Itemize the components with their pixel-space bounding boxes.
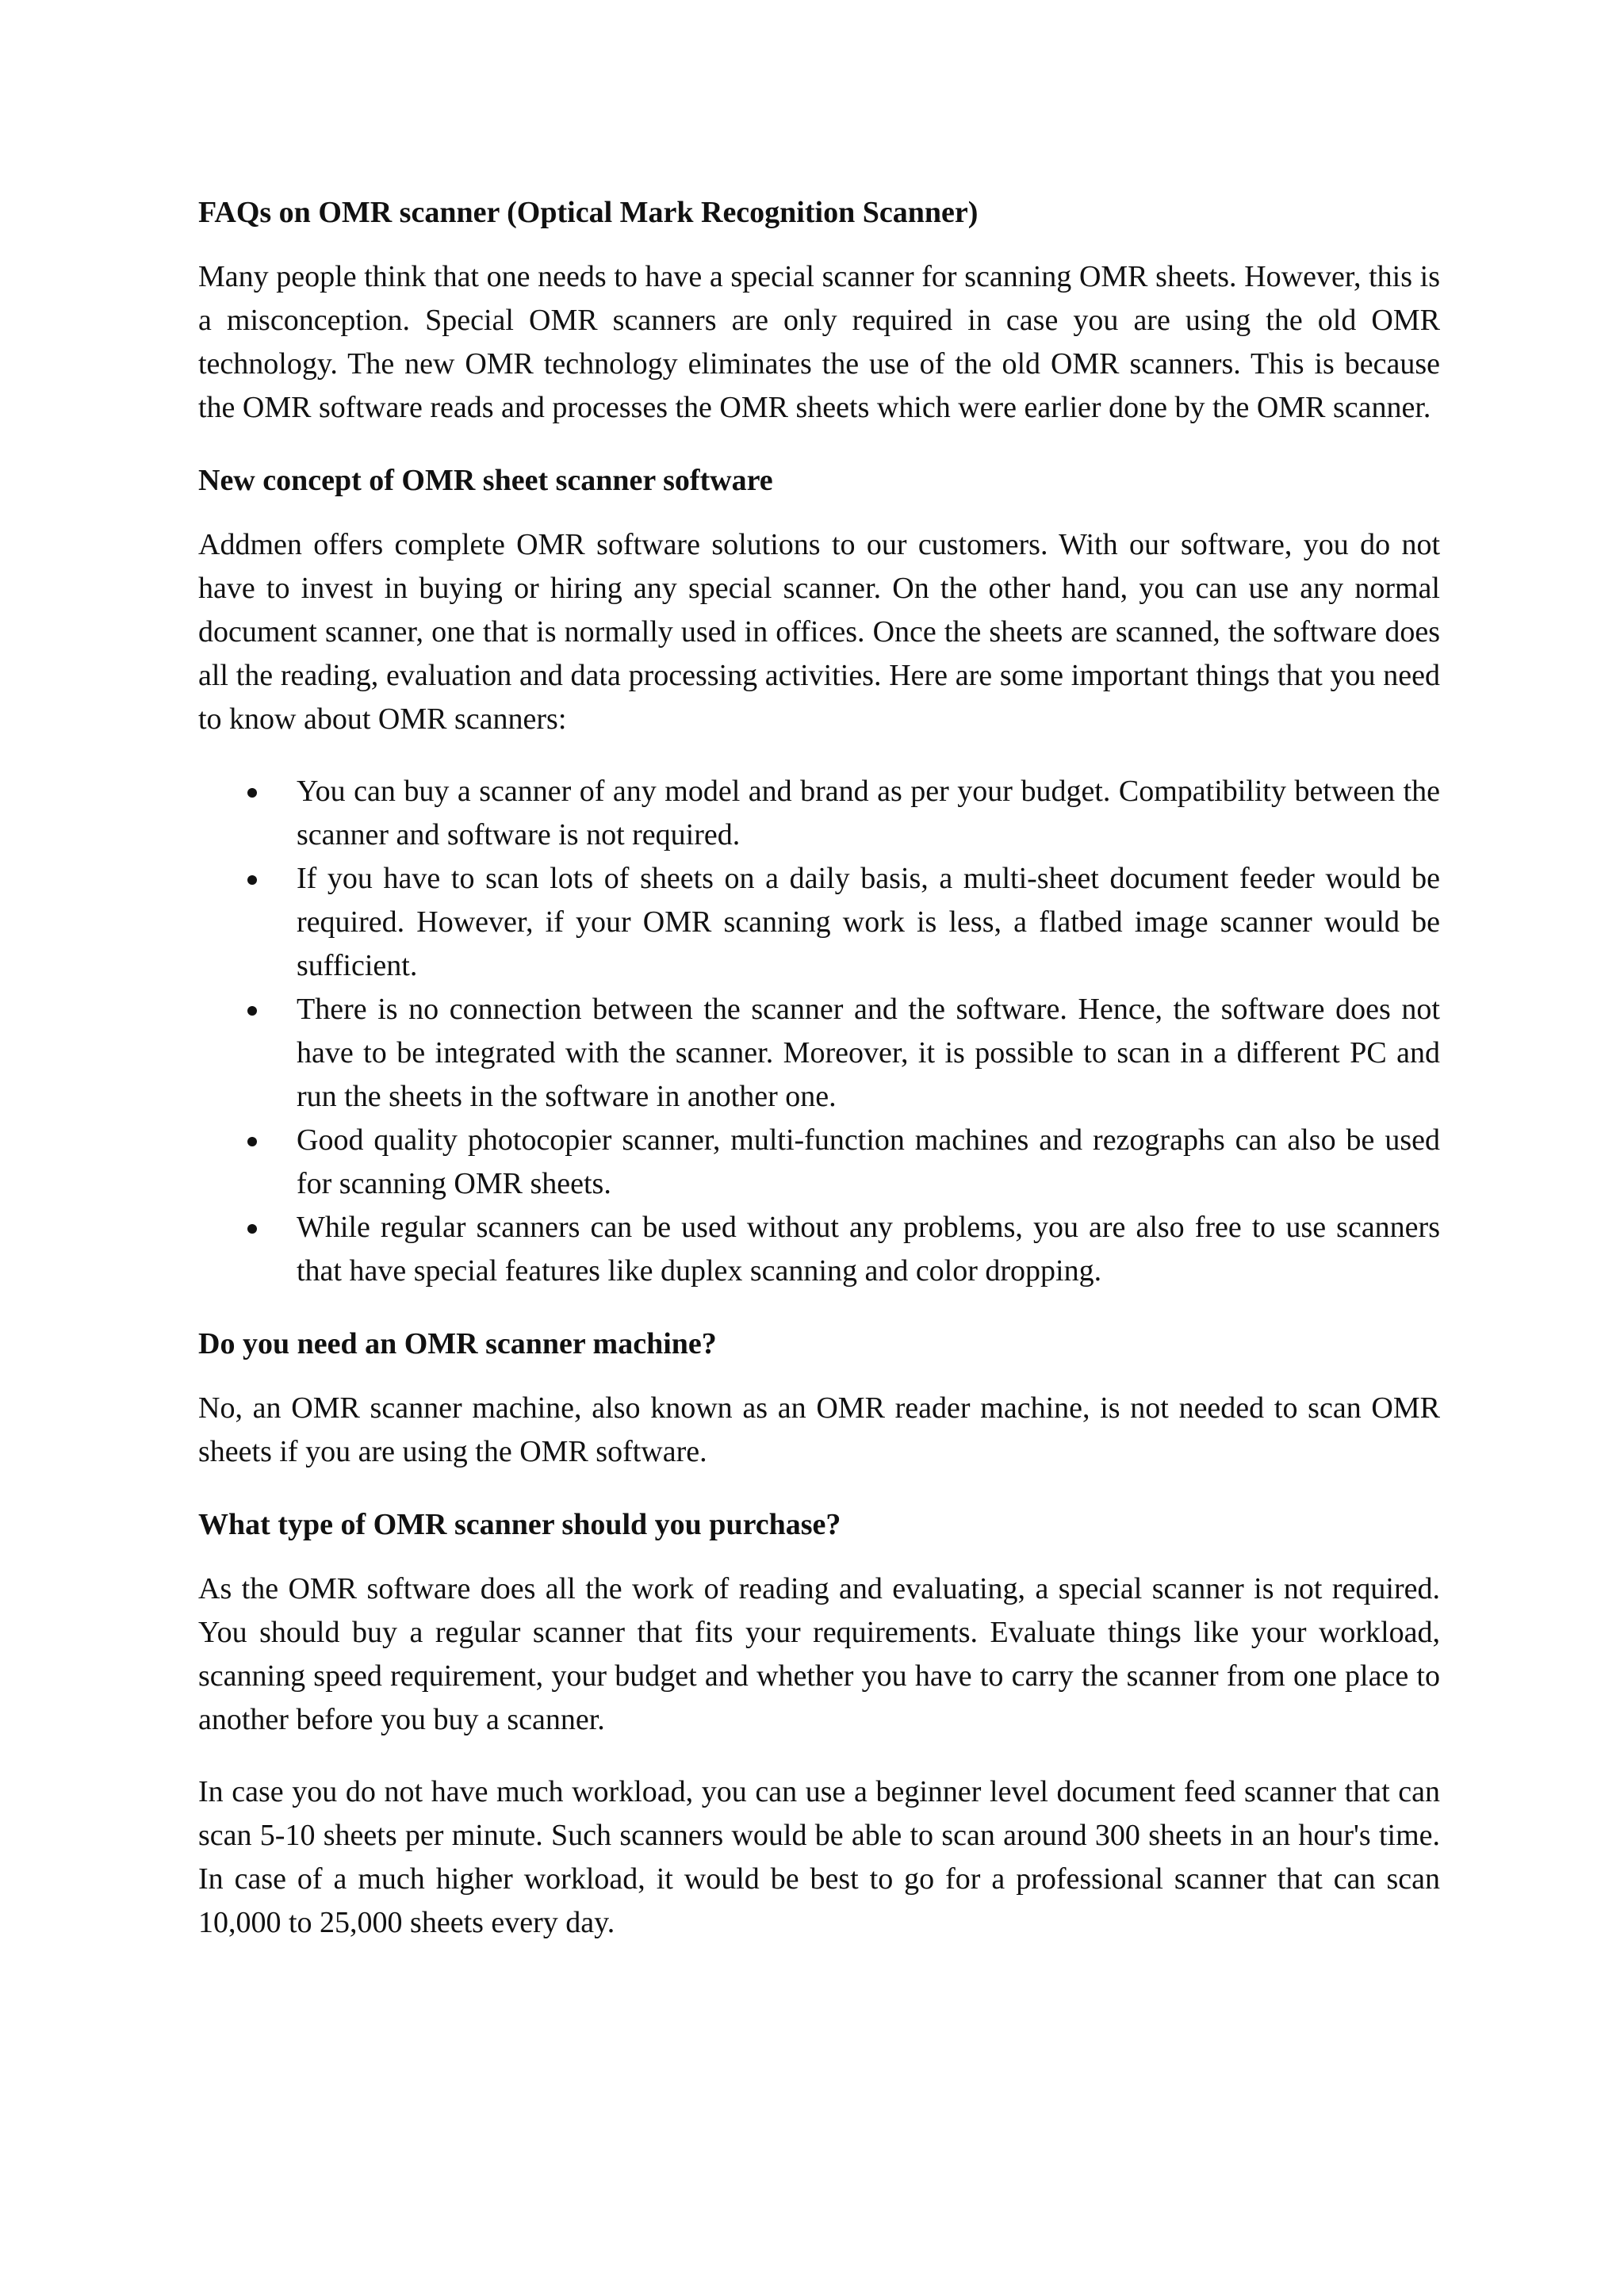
paragraph-misconception: Many people think that one needs to have a special scanner for scanning OMR sheets. However, this is a misconception. Special OMR scanners are only required in case you are using the old OMR technology. The new OMR technology eliminates the use of the old OMR scanners. This is because the OMR software reads and processes the OMR sheets which were earlier done by the OMR scanner. (198, 260, 1440, 424)
bullet-icon (247, 788, 257, 798)
bullet-icon (247, 1006, 257, 1016)
list-item-text: If you have to scan lots of sheets on a daily basis, a multi-sheet document feeder would be required. However, if your OMR scanning work is less, a flatbed image scanner would be sufficient. (297, 862, 1440, 982)
list-item (198, 1119, 1440, 1206)
list-item-text: There is no connection between the scanner and the software. Hence, the software does not have to be integrated with the scanner. Moreover, it is possible to scan in a different PC and run the sheets in the software in another one. (297, 993, 1440, 1113)
list-item-text: You can buy a scanner of any model and brand as per your budget. Compatibility between the scanner and software is not required. (297, 775, 1440, 851)
scanner-tips-list (198, 770, 1440, 1293)
section-heading-faqs: FAQs on OMR scanner (Optical Mark Recognition Scanner) (198, 196, 979, 229)
paragraph-workload: In case you do not have much workload, you can use a beginner level document feed scanner that can scan 5-10 sheets per minute. Such scanners would be able to scan around 300 sheets in an hour's time. In case of a much higher workload, it would be best to go for a professional scanner that can scan 10,000 to 25,000 sheets every day. (198, 1775, 1440, 1939)
list-item-text: Good quality photocopier scanner, multi-function machines and rezographs can also be used for scanning OMR sheets. (297, 1123, 1440, 1200)
section-heading-which-type: What type of OMR scanner should you purchase? (198, 1508, 841, 1541)
bullet-icon (247, 1224, 257, 1234)
section-heading-need-machine: Do you need an OMR scanner machine? (198, 1327, 717, 1360)
bullet-icon (247, 1137, 257, 1146)
list-item-text: While regular scanners can be used without any problems, you are also free to use scanners that have special features like duplex scanning and color dropping. (297, 1211, 1440, 1288)
paragraph-no-machine-needed: No, an OMR scanner machine, also known as an OMR reader machine, is not needed to scan OMR sheets if you are using the OMR software. (198, 1391, 1440, 1468)
document-page (198, 190, 1440, 1973)
list-item (198, 1206, 1440, 1293)
paragraph-regular-scanner: As the OMR software does all the work of reading and evaluating, a special scanner is not required. You should buy a regular scanner that fits your requirements. Evaluate things like your workload, scanning speed requirement, your budget and whether you have to carry the scanner from one place to another before you buy a scanner. (198, 1572, 1440, 1736)
list-item (198, 770, 1440, 857)
list-item (198, 857, 1440, 988)
section-heading-new-concept: New concept of OMR sheet scanner software (198, 464, 773, 497)
bullet-icon (247, 875, 257, 885)
list-item (198, 988, 1440, 1119)
paragraph-addmen-offers: Addmen offers complete OMR software solutions to our customers. With our software, you do not have to invest in buying or hiring any special scanner. On the other hand, you can use any normal document scanner, one that is normally used in offices. Once the sheets are scanned, the software does all the reading, evaluation and data processing activities. Here are some important things that you need to know about OMR scanners: (198, 528, 1440, 736)
